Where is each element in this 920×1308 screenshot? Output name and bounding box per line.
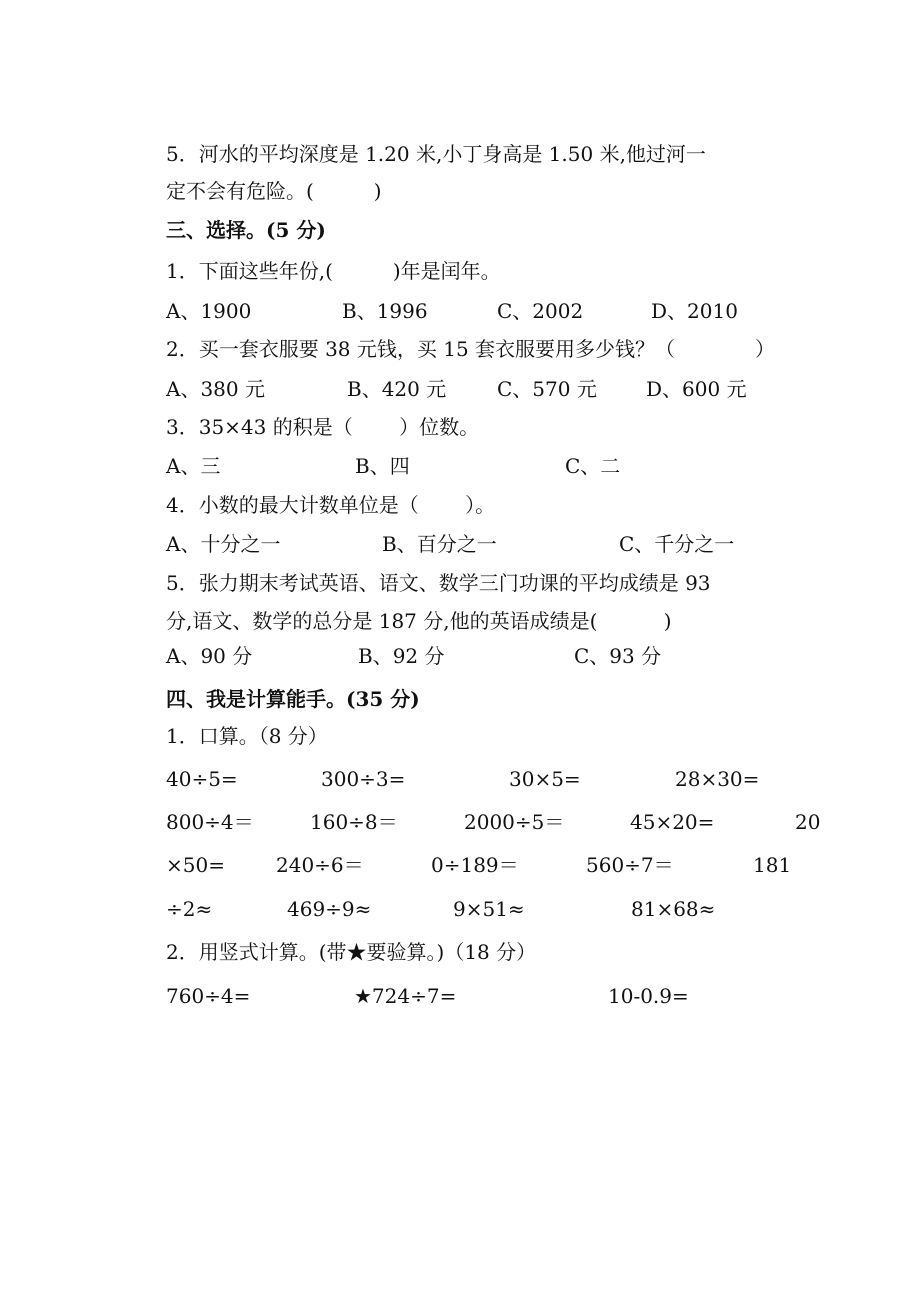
vertical-calc-title: 2．用竖式计算。(带★要验算。)（18 分）	[166, 940, 537, 964]
oral-item: 469÷9≈	[287, 897, 372, 921]
q5-option-a: A、90 分	[166, 644, 253, 668]
oral-item: 20	[795, 810, 821, 834]
oral-item: 45×20=	[630, 810, 715, 834]
q3-option-b: B、四	[355, 454, 410, 478]
q1-option-d: D、2010	[651, 299, 738, 323]
q1-option-b: B、1996	[342, 299, 428, 323]
oral-item: 240÷6＝	[276, 853, 364, 877]
oral-item: 2000÷5＝	[464, 810, 565, 834]
section-4-heading: 四、我是计算能手。(35 分)	[166, 687, 420, 711]
prev-question-5-line1: 5．河水的平均深度是 1.20 米,小丁身高是 1.50 米,他过河一	[166, 142, 706, 166]
q4-option-c: C、千分之一	[619, 532, 735, 556]
q3-option-a: A、三	[166, 454, 221, 478]
section-3-heading: 三、选择。(5 分)	[166, 218, 326, 242]
q2-option-b: B、420 元	[347, 377, 447, 401]
choice-question-1: 1．下面这些年份,( )年是闰年。	[166, 259, 501, 283]
oral-calc-title: 1．口算。（8 分）	[166, 724, 328, 748]
oral-item: 40÷5=	[166, 767, 238, 791]
vertical-item: ★724÷7=	[354, 984, 457, 1008]
oral-item: 30×5=	[509, 767, 581, 791]
prev-question-5-line2: 定不会有危险。( )	[166, 179, 382, 203]
q4-option-b: B、百分之一	[382, 532, 497, 556]
oral-item: 800÷4＝	[166, 810, 254, 834]
q2-option-d: D、600 元	[646, 377, 747, 401]
oral-item: ÷2≈	[166, 897, 213, 921]
choice-question-5-line1: 5．张力期末考试英语、语文、数学三门功课的平均成绩是 93	[166, 571, 711, 595]
oral-item: 81×68≈	[631, 897, 716, 921]
choice-question-3: 3．35×43 的积是（ ）位数。	[166, 415, 480, 439]
vertical-item: 760÷4=	[166, 984, 251, 1008]
vertical-item: 10-0.9=	[608, 984, 689, 1008]
q5-option-b: B、92 分	[358, 644, 445, 668]
choice-question-2: 2．买一套衣服要 38 元钱，买 15 套衣服要用多少钱？（ ）	[166, 337, 776, 361]
q2-option-c: C、570 元	[497, 377, 597, 401]
q1-option-c: C、2002	[497, 299, 584, 323]
q5-option-c: C、93 分	[574, 644, 662, 668]
oral-item: 300÷3=	[321, 767, 406, 791]
q4-option-a: A、十分之一	[166, 532, 281, 556]
oral-item: 28×30=	[675, 767, 760, 791]
oral-item: 160÷8＝	[310, 810, 398, 834]
q1-option-a: A、1900	[166, 299, 252, 323]
oral-item: 181	[753, 853, 792, 877]
choice-question-4: 4．小数的最大计数单位是（ ）。	[166, 493, 496, 517]
oral-item: 560÷7＝	[586, 853, 674, 877]
oral-item: 0÷189＝	[431, 853, 519, 877]
oral-item: 9×51≈	[453, 897, 525, 921]
q3-option-c: C、二	[565, 454, 621, 478]
oral-item: ×50=	[166, 853, 225, 877]
q2-option-a: A、380 元	[166, 377, 265, 401]
choice-question-5-line2: 分,语文、数学的总分是 187 分,他的英语成绩是( )	[166, 609, 672, 633]
